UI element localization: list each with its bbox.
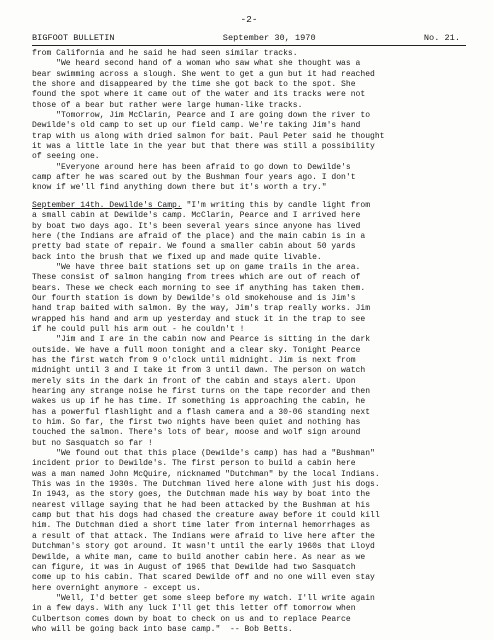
line-text: trap with us along with dried salmon for bait. Paul Peter said he thought <box>32 131 385 141</box>
line-text: a small cabin at Dewilde's camp. McClarin, Pearce and I arrived here <box>32 211 361 221</box>
text-line <box>32 490 466 500</box>
line-text: back into the brush that we fixed up and made quite livable. <box>32 252 322 262</box>
text-line <box>32 101 466 111</box>
issue-date: September 30, 1970 <box>222 33 316 43</box>
text-line <box>32 377 466 387</box>
line-text: These consist of salmon hanging from trees which are out of reach of <box>32 273 361 283</box>
line-text: "Jim and I are in the cabin now and Pearce is sitting in the dark <box>32 335 371 345</box>
text-line <box>32 222 466 232</box>
line-text: "I'm writing this by candle light from <box>181 200 371 210</box>
line-text: "Tomorrow, Jim McClarin, Pearce and I are going down the river to <box>32 111 371 121</box>
line-text: "Everyone around here has been afraid to go down to Dewilde's <box>32 162 351 172</box>
text-line <box>32 294 466 304</box>
text-line <box>32 501 466 511</box>
line-text: wrapped his hand and arm up yesterday and stuck it in the trap to see <box>32 314 366 324</box>
line-text: has the first watch from 9 o'clock until midnight. Jim is next from <box>32 355 356 365</box>
text-line <box>32 173 466 183</box>
line-text: to him. So far, the first two nights have been quiet and nothing has <box>32 418 361 428</box>
line-text: "We have three bait stations set up on game trails in the area. <box>32 262 361 272</box>
text-line <box>32 480 466 490</box>
text-line <box>32 49 466 59</box>
line-text: nearest village saying that he had been attacked by the Bushman at his <box>32 500 371 510</box>
line-text: who will be going back into base camp." -- Bob Betts. <box>32 624 293 634</box>
text-line <box>32 273 466 283</box>
text-line <box>32 470 466 480</box>
text-line <box>32 356 466 366</box>
header-rule <box>32 45 466 46</box>
text-line <box>32 532 466 542</box>
text-line <box>32 542 466 552</box>
text-line <box>32 80 466 90</box>
line-text: outside. We have a full moon tonight and a clear sky. Tonight Pearce <box>32 345 361 355</box>
text-line <box>32 397 466 407</box>
line-text: bear swimming across a slough. She went to get a gun but it had reached <box>32 69 375 79</box>
line-text: of seeing one. <box>32 152 100 162</box>
text-line <box>32 563 466 573</box>
text-line <box>32 625 466 635</box>
text-line <box>32 366 466 376</box>
text-line <box>32 232 466 242</box>
page-number: -2- <box>240 14 258 25</box>
text-line <box>32 584 466 594</box>
line-text: can figure, it was in August of 1965 that Dewilde had two Sasquatch <box>32 562 356 572</box>
line-text: by boat two days ago. It's been several years since anyone has lived <box>32 221 361 231</box>
line-text: hearing any strange noise he first turns on the tape recorder and then <box>32 387 371 396</box>
text-line <box>32 183 466 193</box>
line-text: In 1943, as the story goes, the Dutchman made his way by boat into the <box>32 490 371 500</box>
text-line <box>32 201 466 211</box>
text-line <box>32 418 466 428</box>
text-line <box>32 335 466 345</box>
text-line <box>32 152 466 162</box>
line-text: hand trap baited with salmon. By the way, Jim's trap really works. Jim <box>32 304 371 314</box>
line-text: know if we'll find anything down there but it's worth a try." <box>32 183 327 193</box>
text-line <box>32 346 466 356</box>
text-line <box>32 59 466 69</box>
text-line <box>32 315 466 325</box>
text-line <box>32 594 466 604</box>
article-body <box>32 49 466 635</box>
line-text: found the spot where it came out of the water and its tracks were not <box>32 90 366 100</box>
line-text: the shore and disappeared by the time she got back to the spot. She <box>32 80 356 90</box>
line-text: pretty bad state of repair. We found a smaller cabin about 50 yards <box>32 242 356 252</box>
text-line <box>32 325 466 335</box>
text-line <box>32 428 466 438</box>
line-text: bears. These we check each morning to see if anything has taken them. <box>32 283 366 293</box>
line-text: a result of that attack. The Indians were afraid to live here after the <box>32 531 375 541</box>
line-text: here (the Indians are afraid of the place) and the main cabin is in a <box>32 231 366 241</box>
text-line <box>32 511 466 521</box>
line-text: if he could pull his arm out - he couldn't ! <box>32 324 245 334</box>
line-text: in a few days. With any luck I'll get this letter off tomorrow when <box>32 604 356 614</box>
line-text: him. The Dutchman died a short time later from internal hemorrhages as <box>32 521 371 531</box>
text-line <box>32 90 466 100</box>
line-text: come up to his cabin. That scared Dewilde off and no one will even stay <box>32 573 375 583</box>
text-line <box>32 242 466 252</box>
line-text: This was in the 1930s. The Dutchman lived here alone with just his dogs. <box>32 480 380 490</box>
publication-title: BIGFOOT BULLETIN <box>32 33 115 43</box>
line-text: "We heard second hand of a woman who saw what she thought was a <box>32 59 361 69</box>
line-text: Dewilde, a white man, came to build another cabin here. As near as we <box>32 552 366 562</box>
line-text: was a man named John McQuire, nicknamed "Dutchman" by the local Indians. <box>32 469 380 479</box>
text-line <box>32 132 466 142</box>
line-text: "Well, I'd better get some sleep before my watch. I'll write again <box>32 593 375 603</box>
text-line <box>32 284 466 294</box>
line-text: here overnight anymore - except us. <box>32 583 202 593</box>
text-line <box>32 111 466 121</box>
line-text: camp but that his dogs had chased the creature away before it could kill <box>32 511 380 521</box>
line-text: Our fourth station is down by Dewilde's old smokehouse and is Jim's <box>32 293 356 303</box>
text-line <box>32 449 466 459</box>
text-line <box>32 163 466 173</box>
line-text: "We found out that this place (Dewilde's camp) has had a "Bushman" <box>32 449 375 459</box>
text-line <box>32 604 466 614</box>
line-text: has a powerful flashlight and a flash camera and a 30-06 standing next <box>32 407 371 417</box>
line-text: from California and he said he had seen similar tracks. <box>32 49 298 58</box>
line-text: those of a bear but rather were large human-like tracks. <box>32 100 303 110</box>
text-line <box>32 142 466 152</box>
text-line <box>32 408 466 418</box>
text-line <box>32 387 466 397</box>
paragraph-gap <box>32 194 466 201</box>
line-text: touched the salmon. There's lots of bear, moose and wolf sign around <box>32 428 361 438</box>
line-text: Dutchman's story got around. It wasn't until the early 1960s that Lloyd <box>32 542 375 552</box>
text-line <box>32 304 466 314</box>
text-line <box>32 253 466 263</box>
bulletin-header <box>32 33 466 44</box>
text-line <box>32 70 466 80</box>
line-text: Dewilde's old camp to set up our field camp. We're taking Jim's hand <box>32 121 361 131</box>
text-line <box>32 263 466 273</box>
text-line <box>32 521 466 531</box>
text-line <box>32 573 466 583</box>
line-text: but no Sasquatch so far ! <box>32 438 153 448</box>
line-text: it was a little late in the year but that there was still a possibility <box>32 142 375 152</box>
line-text: Culbertson comes down by boat to check on us and to replace Pearce <box>32 614 351 624</box>
line-text: wakes us up if he has time. If something is approaching the cabin, he <box>32 397 366 407</box>
line-text: merely sits in the dark in front of the cabin and stays alert. Upon <box>32 376 356 386</box>
issue-number: No. 21. <box>423 33 460 43</box>
text-line <box>32 459 466 469</box>
line-text: incident prior to Dewilde's. The first person to build a cabin here <box>32 459 356 469</box>
text-line <box>32 121 466 131</box>
line-text: midnight until 3 and I take it from 3 until dawn. The person on watch <box>32 366 366 376</box>
text-line <box>32 615 466 625</box>
text-line <box>32 439 466 449</box>
entry-date-heading: September 14th. Dewilde's Camp. <box>32 200 182 210</box>
text-line <box>32 211 466 221</box>
text-line <box>32 553 466 563</box>
line-text: camp after he was scared out by the Bushman four years ago. I don't <box>32 173 356 183</box>
